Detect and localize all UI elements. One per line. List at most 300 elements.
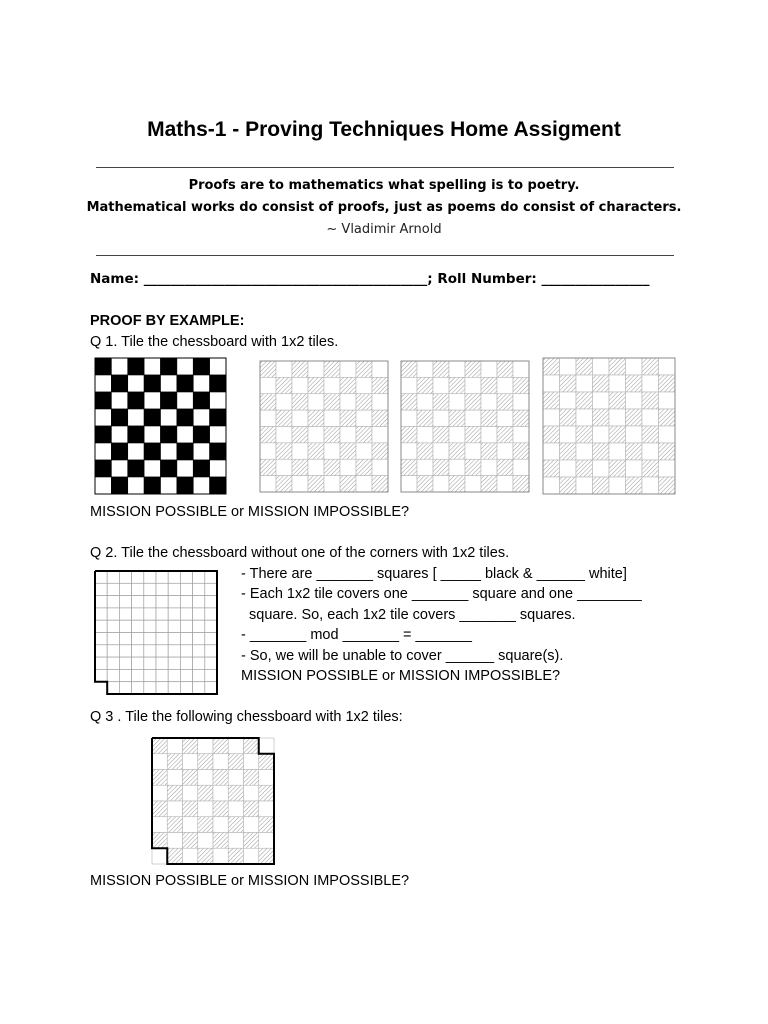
grid-cell	[132, 682, 144, 694]
board-square	[95, 426, 111, 443]
q1-hatched-board-2	[400, 360, 530, 493]
grid-cell	[205, 682, 217, 694]
grid-cell	[193, 669, 205, 681]
board-square	[95, 375, 111, 392]
board-square	[642, 392, 659, 409]
board-square	[177, 443, 193, 460]
board-square	[144, 477, 160, 494]
grid-cell	[205, 571, 217, 583]
board-square	[356, 410, 372, 426]
grid-cell	[180, 682, 192, 694]
board-square	[95, 477, 111, 494]
grid-cell	[95, 669, 107, 681]
board-square	[228, 817, 243, 833]
board-square	[152, 848, 167, 864]
board-square	[144, 426, 160, 443]
board-square	[144, 392, 160, 409]
board-square	[659, 426, 676, 443]
board-square	[543, 443, 560, 460]
board-square	[144, 443, 160, 460]
board-square	[259, 833, 274, 849]
grid-cell	[107, 633, 119, 645]
board-square	[161, 375, 177, 392]
board-square	[128, 409, 144, 426]
board-square	[308, 459, 324, 475]
board-square	[356, 476, 372, 492]
grid-cell	[144, 571, 156, 583]
board-square	[576, 392, 593, 409]
board-square	[167, 738, 182, 754]
board-square	[659, 409, 676, 426]
grid-cell	[144, 682, 156, 694]
board-square	[593, 409, 610, 426]
board-square	[324, 361, 340, 377]
divider-top	[96, 167, 674, 168]
quote-line-1: Proofs are to mathematics what spelling is to poetry.	[188, 178, 580, 193]
grid-cell	[107, 620, 119, 632]
board-square	[167, 848, 182, 864]
board-square	[560, 375, 577, 392]
board-square	[481, 377, 497, 393]
q3-prompt: Q 3 . Tile the following chessboard with 1x2 tiles:	[90, 709, 403, 725]
divider-bottom	[96, 255, 674, 256]
board-square	[276, 410, 292, 426]
board-square	[228, 801, 243, 817]
board-square	[449, 377, 465, 393]
grid-cell	[168, 608, 180, 620]
grid-cell	[132, 608, 144, 620]
board-square	[560, 477, 577, 494]
board-square	[260, 443, 276, 459]
board-square	[465, 410, 481, 426]
grid-cell	[156, 620, 168, 632]
board-square	[609, 477, 626, 494]
board-square	[513, 443, 529, 459]
board-square	[497, 361, 513, 377]
board-square	[177, 460, 193, 477]
board-square	[417, 443, 433, 459]
board-square	[193, 477, 209, 494]
board-square	[276, 476, 292, 492]
board-square	[244, 817, 259, 833]
board-square	[193, 409, 209, 426]
board-square	[449, 410, 465, 426]
board-square	[213, 785, 228, 801]
board-square	[626, 443, 643, 460]
board-square	[497, 459, 513, 475]
board-square	[465, 361, 481, 377]
grid-cell	[107, 645, 119, 657]
board-square	[609, 358, 626, 375]
q3-board-two-corners-removed	[150, 736, 276, 866]
board-square	[642, 443, 659, 460]
board-square	[576, 375, 593, 392]
board-square	[513, 410, 529, 426]
board-square	[340, 361, 356, 377]
q2-grid-missing-corner	[93, 569, 219, 696]
grid-cell	[156, 608, 168, 620]
grid-cell	[180, 608, 192, 620]
board-square	[167, 833, 182, 849]
grid-cell	[132, 633, 144, 645]
board-square	[356, 377, 372, 393]
board-square	[465, 459, 481, 475]
board-square	[340, 410, 356, 426]
board-square	[161, 409, 177, 426]
q2-line-3: square. So, each 1x2 tile covers _______ squares.	[241, 607, 576, 623]
board-square	[642, 460, 659, 477]
grid-cell	[132, 657, 144, 669]
grid-cell	[132, 596, 144, 608]
board-square	[198, 801, 213, 817]
board-square	[626, 409, 643, 426]
grid-cell	[107, 583, 119, 595]
board-square	[260, 476, 276, 492]
board-square	[433, 443, 449, 459]
board-square	[292, 361, 308, 377]
grid-cell	[205, 645, 217, 657]
grid-cell	[168, 633, 180, 645]
grid-cell	[107, 596, 119, 608]
board-square	[183, 785, 198, 801]
grid-cell	[119, 645, 131, 657]
board-square	[292, 443, 308, 459]
q1-hatched-board-1	[259, 360, 389, 493]
board-square	[324, 459, 340, 475]
board-square	[642, 426, 659, 443]
board-square	[177, 477, 193, 494]
grid-cell	[95, 645, 107, 657]
grid-cell	[180, 669, 192, 681]
grid-cell	[107, 669, 119, 681]
q3-answer: MISSION POSSIBLE or MISSION IMPOSSIBLE?	[90, 873, 410, 889]
grid-cell	[205, 657, 217, 669]
grid-cell	[95, 608, 107, 620]
board-square	[128, 477, 144, 494]
board-square	[626, 460, 643, 477]
board-square	[481, 410, 497, 426]
board-square	[210, 392, 226, 409]
board-square	[543, 460, 560, 477]
board-square	[198, 817, 213, 833]
board-square	[626, 375, 643, 392]
grid-cell	[156, 596, 168, 608]
board-square	[259, 785, 274, 801]
grid-cell	[205, 583, 217, 595]
board-square	[497, 427, 513, 443]
board-square	[152, 817, 167, 833]
board-square	[560, 426, 577, 443]
board-square	[244, 738, 259, 754]
board-square	[128, 426, 144, 443]
board-square	[292, 410, 308, 426]
grid-cell	[144, 645, 156, 657]
board-square	[401, 394, 417, 410]
board-square	[260, 394, 276, 410]
grid-cell	[156, 645, 168, 657]
board-square	[433, 394, 449, 410]
board-square	[642, 477, 659, 494]
grid-cell	[95, 620, 107, 632]
board-square	[593, 443, 610, 460]
board-square	[193, 392, 209, 409]
board-square	[324, 427, 340, 443]
board-square	[401, 410, 417, 426]
board-square	[433, 361, 449, 377]
board-square	[210, 460, 226, 477]
board-square	[144, 460, 160, 477]
q1-prompt: Q 1. Tile the chessboard with 1x2 tiles.	[90, 334, 339, 350]
board-square	[543, 426, 560, 443]
board-square	[198, 785, 213, 801]
board-square	[417, 394, 433, 410]
board-square	[177, 358, 193, 375]
board-square	[626, 358, 643, 375]
board-square	[213, 817, 228, 833]
q2-line-4: - _______ mod _______ = _______	[241, 627, 472, 643]
board-square	[259, 848, 274, 864]
grid-cell	[132, 571, 144, 583]
board-square	[609, 375, 626, 392]
board-square	[128, 392, 144, 409]
grid-cell	[205, 620, 217, 632]
board-square	[465, 377, 481, 393]
board-square	[111, 477, 127, 494]
q2-line-1: - There are _______ squares [ _____ black & ______ white]	[241, 566, 627, 582]
board-square	[433, 377, 449, 393]
board-square	[401, 476, 417, 492]
board-square	[161, 460, 177, 477]
board-square	[292, 394, 308, 410]
board-square	[497, 410, 513, 426]
board-square	[372, 410, 388, 426]
grid-cell	[168, 669, 180, 681]
grid-cell	[193, 657, 205, 669]
board-square	[167, 754, 182, 770]
q1-answer: MISSION POSSIBLE or MISSION IMPOSSIBLE?	[90, 504, 410, 520]
board-square	[95, 392, 111, 409]
grid-cell	[107, 608, 119, 620]
board-square	[95, 460, 111, 477]
q2-line-2: - Each 1x2 tile covers one _______ square and one ________	[241, 586, 642, 602]
grid-cell	[193, 633, 205, 645]
board-square	[308, 427, 324, 443]
board-square	[609, 460, 626, 477]
grid-cell	[144, 608, 156, 620]
board-square	[324, 377, 340, 393]
board-square	[244, 801, 259, 817]
board-square	[642, 409, 659, 426]
board-square	[626, 426, 643, 443]
section-heading: PROOF BY EXAMPLE:	[90, 313, 245, 329]
grid-cell	[180, 657, 192, 669]
board-square	[210, 443, 226, 460]
board-square	[481, 476, 497, 492]
board-square	[356, 361, 372, 377]
board-square	[465, 476, 481, 492]
board-square	[167, 817, 182, 833]
board-square	[198, 754, 213, 770]
board-square	[497, 394, 513, 410]
board-square	[308, 476, 324, 492]
board-square	[465, 443, 481, 459]
page-title: Maths-1 - Proving Techniques Home Assigment	[147, 118, 621, 141]
grid-cell	[168, 645, 180, 657]
grid-cell	[193, 620, 205, 632]
board-square	[111, 409, 127, 426]
board-square	[417, 476, 433, 492]
q2-prompt: Q 2. Tile the chessboard without one of the corners with 1x2 tiles.	[90, 545, 510, 561]
board-square	[244, 770, 259, 786]
board-square	[513, 459, 529, 475]
grid-cell	[180, 633, 192, 645]
board-square	[356, 443, 372, 459]
board-square	[213, 801, 228, 817]
grid-cell	[95, 596, 107, 608]
board-square	[593, 358, 610, 375]
grid-cell	[180, 620, 192, 632]
board-square	[449, 394, 465, 410]
board-square	[177, 426, 193, 443]
board-square	[276, 361, 292, 377]
board-square	[401, 459, 417, 475]
board-square	[260, 427, 276, 443]
grid-cell	[132, 620, 144, 632]
grid-cell	[107, 571, 119, 583]
board-square	[228, 848, 243, 864]
board-square	[128, 443, 144, 460]
board-square	[340, 394, 356, 410]
grid-cell	[119, 682, 131, 694]
grid-cell	[156, 669, 168, 681]
board-square	[177, 375, 193, 392]
board-square	[560, 409, 577, 426]
board-square	[576, 358, 593, 375]
board-square	[433, 427, 449, 443]
grid-cell	[144, 583, 156, 595]
grid-cell	[95, 657, 107, 669]
board-square	[372, 459, 388, 475]
board-square	[401, 361, 417, 377]
board-square	[260, 410, 276, 426]
grid-cell	[168, 571, 180, 583]
board-square	[161, 443, 177, 460]
board-square	[111, 443, 127, 460]
board-square	[481, 459, 497, 475]
board-square	[193, 426, 209, 443]
board-square	[642, 358, 659, 375]
grid-cell	[193, 571, 205, 583]
board-square	[576, 460, 593, 477]
board-square	[449, 476, 465, 492]
board-square	[213, 833, 228, 849]
grid-cell	[180, 596, 192, 608]
board-square	[659, 375, 676, 392]
board-square	[213, 770, 228, 786]
board-square	[111, 375, 127, 392]
board-square	[152, 738, 167, 754]
board-square	[276, 394, 292, 410]
grid-cell	[205, 608, 217, 620]
board-square	[481, 394, 497, 410]
board-square	[152, 801, 167, 817]
board-square	[177, 409, 193, 426]
board-square	[449, 459, 465, 475]
board-square	[95, 409, 111, 426]
grid-cell	[119, 620, 131, 632]
board-square	[210, 409, 226, 426]
board-square	[111, 460, 127, 477]
board-square	[340, 443, 356, 459]
board-square	[417, 377, 433, 393]
board-square	[401, 427, 417, 443]
grid-cell	[193, 583, 205, 595]
board-square	[340, 459, 356, 475]
grid-cell	[95, 633, 107, 645]
grid-cell	[107, 682, 119, 694]
grid-cell	[119, 633, 131, 645]
board-square	[276, 377, 292, 393]
grid-cell	[144, 633, 156, 645]
board-square	[161, 477, 177, 494]
board-square	[433, 410, 449, 426]
board-square	[198, 738, 213, 754]
board-square	[642, 375, 659, 392]
grid-cell	[144, 620, 156, 632]
board-square	[183, 738, 198, 754]
grid-cell	[119, 608, 131, 620]
board-square	[593, 477, 610, 494]
board-square	[543, 477, 560, 494]
board-square	[292, 476, 308, 492]
grid-cell	[180, 571, 192, 583]
board-square	[198, 848, 213, 864]
board-square	[144, 409, 160, 426]
board-square	[161, 426, 177, 443]
board-square	[167, 801, 182, 817]
grid-cell	[193, 596, 205, 608]
board-square	[276, 459, 292, 475]
board-square	[576, 426, 593, 443]
board-square	[513, 476, 529, 492]
board-square	[152, 833, 167, 849]
board-square	[260, 459, 276, 475]
grid-cell	[180, 583, 192, 595]
grid-cell	[119, 596, 131, 608]
board-square	[228, 833, 243, 849]
board-square	[433, 459, 449, 475]
board-square	[576, 477, 593, 494]
grid-cell	[119, 571, 131, 583]
board-square	[128, 375, 144, 392]
board-square	[292, 427, 308, 443]
board-square	[401, 377, 417, 393]
grid-cell	[193, 682, 205, 694]
quote-line-2: Mathematical works do consist of proofs, just as poems do consist of characters.	[86, 200, 682, 215]
board-square	[497, 476, 513, 492]
board-square	[161, 358, 177, 375]
board-square	[177, 392, 193, 409]
board-square	[260, 361, 276, 377]
board-square	[259, 738, 274, 754]
board-square	[210, 477, 226, 494]
board-square	[513, 427, 529, 443]
grid-cell	[144, 596, 156, 608]
grid-cell	[205, 669, 217, 681]
board-square	[609, 392, 626, 409]
board-square	[372, 443, 388, 459]
grid-cell	[205, 596, 217, 608]
